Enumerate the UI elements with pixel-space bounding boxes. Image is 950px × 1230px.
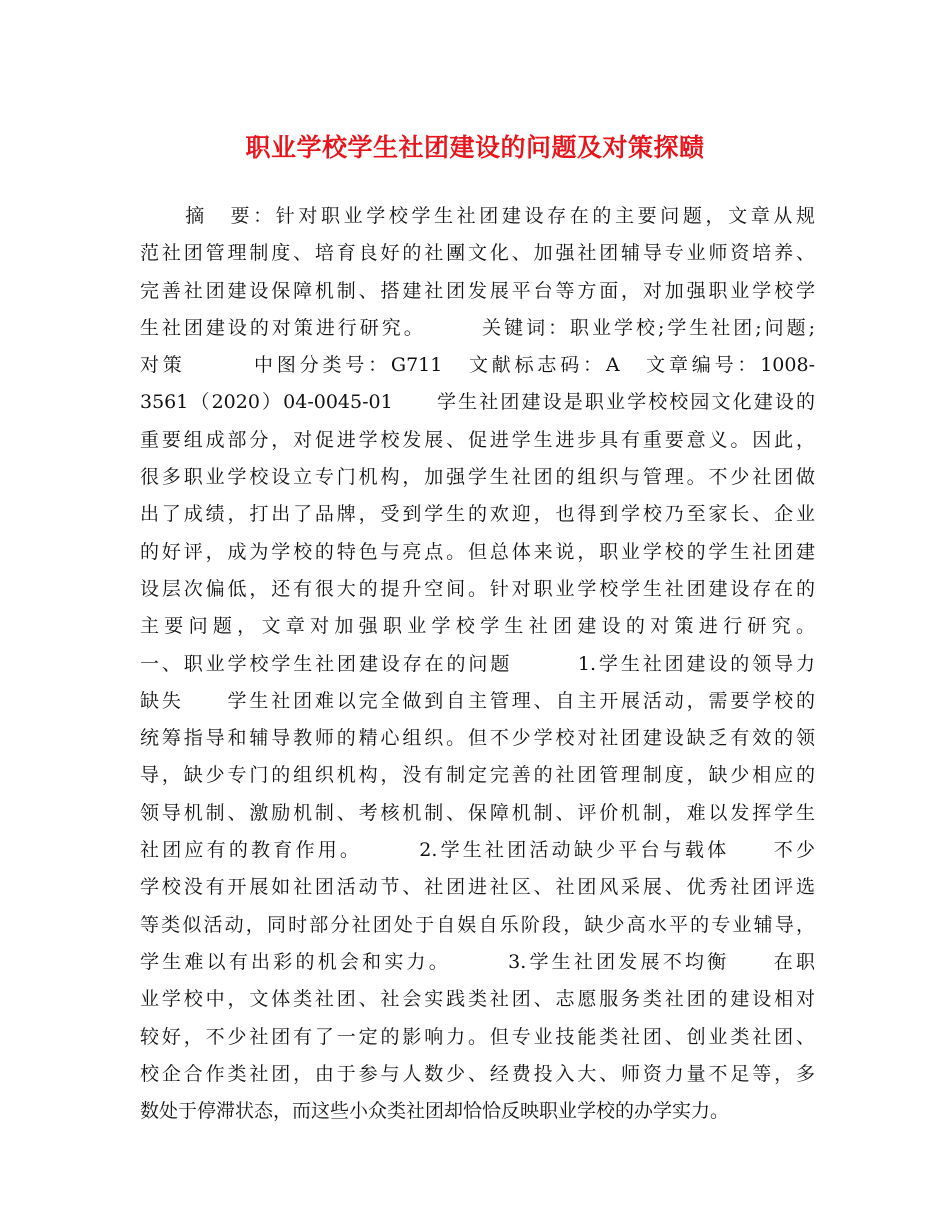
body-line: 统筹指导和辅导教师的精心组织。但不少学校对社团建设缺乏有效的领 xyxy=(140,727,815,750)
body-line: 出了成绩，打出了品牌，受到学生的欢迎，也得到学校乃至家长、企业 xyxy=(140,503,815,526)
body-line: 学生难以有出彩的机会和实力。 3.学生社团发展不均衡 在职 xyxy=(140,950,815,973)
body-line: 等类似活动，同时部分社团处于自娱自乐阶段，缺少高水平的专业辅导， xyxy=(140,913,815,936)
document-body xyxy=(140,198,815,1130)
body-line: 范社团管理制度、培育良好的社團文化、加强社团辅导专业师资培养、 xyxy=(140,242,815,265)
body-line: 业学校中，文体类社团、社会实践类社团、志愿服务类社团的建设相对 xyxy=(140,988,815,1011)
body-line: 学校没有开展如社团活动节、社团进社区、社团风采展、优秀社团评选 xyxy=(140,876,815,899)
body-line: 导，缺少专门的组织机构，没有制定完善的社团管理制度，缺少相应的 xyxy=(140,764,815,787)
body-line: 设层次偏低，还有很大的提升空间。针对职业学校学生社团建设存在的 xyxy=(140,577,815,600)
document-title: 职业学校学生社团建设的问题及对策探赜 xyxy=(245,133,705,162)
body-line: 完善社团建设保障机制、搭建社团发展平台等方面，对加强职业学校学 xyxy=(140,279,815,302)
body-line: 领导机制、激励机制、考核机制、保障机制、评价机制，难以发挥学生 xyxy=(140,801,815,824)
body-line: 重要组成部分，对促进学校发展、促进学生进步具有重要意义。因此， xyxy=(140,428,815,451)
body-line: 很多职业学校设立专门机构，加强学生社团的组织与管理。不少社团做 xyxy=(140,466,815,489)
body-line: 主要问题，文章对加强职业学校学生社团建设的对策进行研究。 xyxy=(140,615,815,638)
body-line: 数处于停滞状态，而这些小众类社团却恰恰反映职业学校的办学实力。 xyxy=(140,1100,730,1123)
body-line: 一、职业学校学生社团建设存在的问题 1.学生社团建设的领导力 xyxy=(140,652,815,675)
body-line: 生社团建设的对策进行研究。 关键词：职业学校;学生社团;问题; xyxy=(140,316,815,339)
body-line: 对策 中图分类号：G711 文献标志码：A 文章编号：1008- xyxy=(140,354,815,377)
body-line: 校企合作类社团，由于参与人数少、经费投入大、师资力量不足等，多 xyxy=(140,1062,815,1085)
body-line: 摘 要：针对职业学校学生社团建设存在的主要问题，文章从规 xyxy=(140,205,815,227)
body-line: 社团应有的教育作用。 2.学生社团活动缺少平台与载体 不少 xyxy=(140,839,815,862)
body-line: 缺失 学生社团难以完全做到自主管理、自主开展活动，需要学校的 xyxy=(140,689,815,712)
body-line: 的好评，成为学校的特色与亮点。但总体来说，职业学校的学生社团建 xyxy=(140,540,815,563)
body-line: 较好，不少社团有了一定的影响力。但专业技能类社团、创业类社团、 xyxy=(140,1025,815,1048)
body-line: 3561（2020）04-0045-01 学生社团建设是职业学校校园文化建设的 xyxy=(140,391,815,414)
